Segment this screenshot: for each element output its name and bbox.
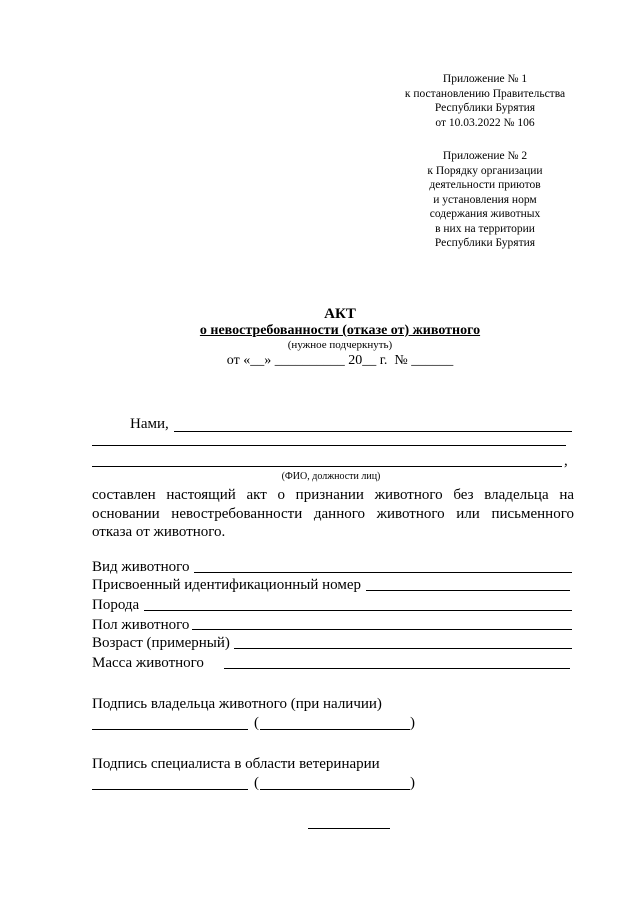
appendix-2-line: и установления норм xyxy=(433,193,537,206)
committee-line-2[interactable] xyxy=(92,445,566,446)
field-label-weight: Масса животного xyxy=(92,655,204,671)
appendix-1-line: Республики Бурятия xyxy=(434,102,536,114)
appendix-2-line: содержания животных xyxy=(429,208,541,220)
date-number-line: от «__» __________ 20__ г. № ______ xyxy=(226,353,454,368)
owner-close-paren: ) xyxy=(410,715,415,731)
field-line-age[interactable] xyxy=(234,648,572,649)
field-label-age: Возраст (примерный) xyxy=(92,635,230,651)
vet-signature-line[interactable] xyxy=(92,789,248,790)
appendix-2-line: в них на территории xyxy=(435,222,535,235)
field-line-weight[interactable] xyxy=(224,668,570,669)
field-label-breed: Порода xyxy=(92,597,140,613)
field-line-breed[interactable] xyxy=(144,610,572,611)
committee-line-3[interactable] xyxy=(92,466,562,467)
field-label-id-number: Присвоенный идентификационный номер xyxy=(92,577,361,593)
committee-label: Нами, xyxy=(130,416,169,432)
end-divider xyxy=(308,828,390,829)
appendix-2-line: деятельности приютов xyxy=(429,179,541,191)
field-line-species[interactable] xyxy=(194,572,572,573)
appendix-1-line: от 10.03.2022 № 106 xyxy=(435,116,535,129)
document-subtitle: о невостребованности (отказе от) животного xyxy=(199,323,481,338)
appendix-1-line: к постановлению Правительства xyxy=(404,87,566,100)
field-label-sex: Пол животного xyxy=(92,617,190,633)
committee-line-1[interactable] xyxy=(174,431,572,432)
fio-hint: (ФИО, должности лиц) xyxy=(281,471,381,482)
document-title: АКТ xyxy=(324,306,356,322)
act-paragraph: составлен настоящий акт о признании животного без владельца на основании невостребованности данного животного или письменного отказа от животного. xyxy=(92,487,574,540)
field-label-species: Вид животного xyxy=(92,559,190,575)
appendix-2-line: Приложение № 2 xyxy=(442,150,528,162)
vet-close-paren: ) xyxy=(410,775,415,791)
vet-name-line[interactable] xyxy=(260,789,410,790)
field-line-id-number[interactable] xyxy=(366,590,570,591)
owner-name-line[interactable] xyxy=(260,729,410,730)
owner-signature-line[interactable] xyxy=(92,729,248,730)
owner-open-paren: ( xyxy=(254,715,259,731)
appendix-1-header xyxy=(390,72,580,130)
underline-hint: (нужное подчеркнуть) xyxy=(287,339,393,351)
committee-comma: , xyxy=(564,453,568,469)
appendix-2-header xyxy=(390,149,580,251)
appendix-2-line: к Порядку организации xyxy=(427,164,543,177)
vet-open-paren: ( xyxy=(254,775,259,791)
appendix-1-line: Приложение № 1 xyxy=(442,73,528,85)
owner-signature-label: Подпись владельца животного (при наличии) xyxy=(92,696,382,712)
appendix-2-line: Республики Бурятия xyxy=(434,237,536,249)
document-title-block xyxy=(100,306,580,370)
field-line-sex[interactable] xyxy=(192,629,572,630)
vet-signature-label: Подпись специалиста в области ветеринарии xyxy=(92,756,380,772)
